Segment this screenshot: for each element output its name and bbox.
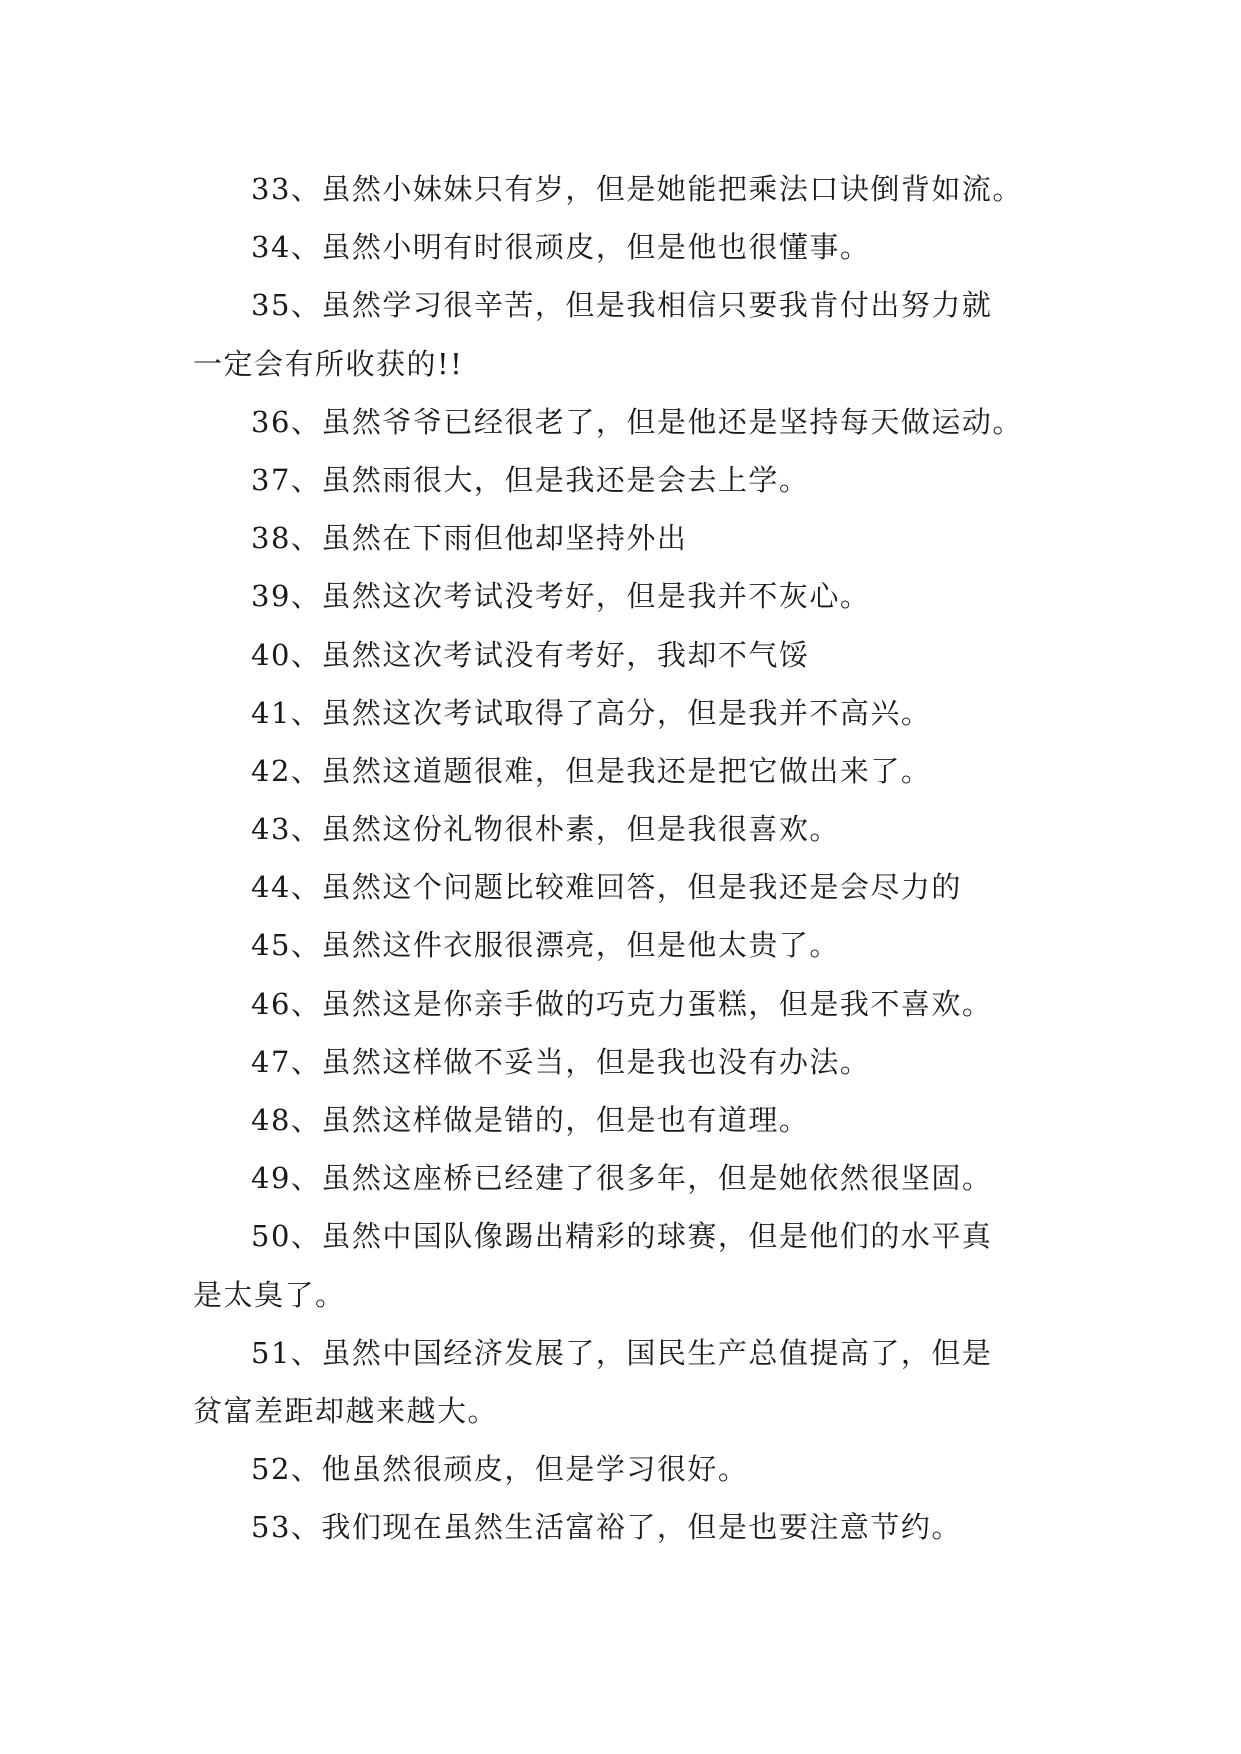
paragraph-50: 50、虽然中国队像踢出精彩的球赛，但是他们的水平真 [251,1219,993,1254]
paragraph-48: 48、虽然这样做是错的，但是也有道理。 [251,1103,810,1137]
paragraph-49: 49、虽然这座桥已经建了很多年，但是她依然很坚固。 [251,1161,993,1196]
paragraph-38: 38、虽然在下雨但他却坚持外出 [251,521,688,556]
paragraph-33: 33、虽然小妹妹只有岁，但是她能把乘法口诀倒背如流。 [251,172,1023,206]
paragraph-39: 39、虽然这次考试没考好，但是我并不灰心。 [251,579,871,614]
paragraph-52: 52、他虽然很顽皮，但是学习很好。 [251,1452,749,1487]
paragraph-53: 53、我们现在虽然生活富裕了，但是也要注意节约。 [251,1510,962,1545]
paragraph-40: 40、虽然这次考试没有考好，我却不气馁 [251,637,810,672]
paragraph-42: 42、虽然这道题很难，但是我还是把它做出来了。 [251,753,932,788]
paragraph-36: 36、虽然爷爷已经很老了，但是他还是坚持每天做运动。 [251,404,1023,439]
paragraph-44: 44、虽然这个问题比较难回答，但是我还是会尽力的 [251,870,962,905]
paragraph-47: 47、虽然这样做不妥当，但是我也没有办法。 [251,1044,871,1079]
paragraph-37: 37、虽然雨很大，但是我还是会去上学。 [251,462,810,497]
paragraph-45: 45、虽然这件衣服很漂亮，但是他太贵了。 [251,928,840,963]
paragraph-35: 35、虽然学习很辛苦，但是我相信只要我肯付出努力就 [251,288,993,323]
paragraph-51-continued: 贫富差距却越来越大。 [193,1393,499,1428]
paragraph-35-continued: 一定会有所收获的!! [193,346,464,381]
paragraph-41: 41、虽然这次考试取得了高分，但是我并不高兴。 [251,695,932,730]
document-body [193,160,1063,1557]
paragraph-46: 46、虽然这是你亲手做的巧克力蛋糕，但是我不喜欢。 [251,986,993,1021]
paragraph-34: 34、虽然小明有时很顽皮，但是他也很懂事。 [251,230,871,265]
paragraph-51: 51、虽然中国经济发展了，国民生产总值提高了，但是 [251,1335,993,1370]
paragraph-50-continued: 是太臭了。 [193,1277,346,1312]
paragraph-43: 43、虽然这份礼物很朴素，但是我很喜欢。 [251,812,840,847]
